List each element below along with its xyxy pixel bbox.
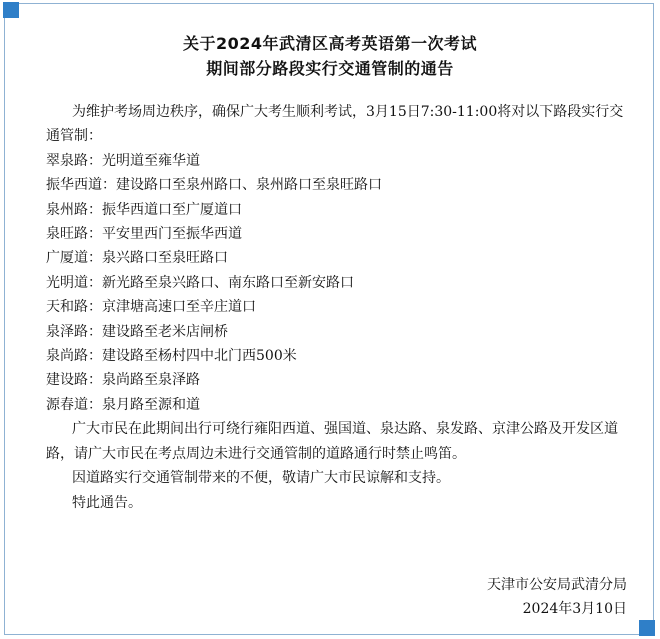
route-item: 天和路：京津塘高速口至辛庄道口	[46, 299, 256, 316]
route-item: 光明道：新光路至泉兴路口、南东路口至新安路口	[46, 274, 354, 291]
intro-paragraph: 为维护考场周边秩序，确保广大考生顺利考试，3月15日7:30-11:00将对以下路段实行交通管制：	[46, 104, 624, 145]
route-item: 泉旺路：平安里西门至振华西道	[46, 226, 242, 243]
route-item: 源春道：泉月路至源和道	[46, 396, 200, 413]
route-item: 振华西道：建设路口至泉州路口、泉州路口至泉旺路口	[46, 177, 382, 194]
corner-accent-bottom-right	[639, 620, 655, 636]
route-item: 广厦道：泉兴路口至泉旺路口	[46, 250, 228, 267]
detour-advice-paragraph: 广大市民在此期间出行可绕行雍阳西道、强国道、泉达路、泉发路、京津公路及开发区道路，请广大市民在考点周边未进行交通管制的道路通行时禁止鸣笛。	[46, 421, 618, 462]
corner-accent-top-left	[3, 2, 19, 18]
route-item: 泉尚路：建设路至杨村四中北门西500米	[46, 348, 297, 365]
route-item: 建设路：泉尚路至泉泽路	[46, 372, 200, 389]
closing-paragraph: 特此通告。	[72, 494, 142, 511]
route-item: 泉泽路：建设路至老米店闸桥	[46, 323, 228, 340]
notice-title-line-1: 关于2024年武清区高考英语第一次考试	[182, 34, 478, 53]
notice-body	[46, 100, 632, 515]
route-item: 翠泉路：光明道至雍华道	[46, 152, 200, 169]
route-item: 泉州路：振华西道口至广厦道口	[46, 201, 242, 218]
issue-date: 2024年3月10日	[522, 601, 627, 617]
issuer-signature: 天津市公安局武清分局	[487, 577, 627, 593]
notice-title-line-2: 期间部分路段实行交通管制的通告	[206, 59, 454, 78]
apology-paragraph: 因道路实行交通管制带来的不便，敬请广大市民谅解和支持。	[72, 470, 450, 487]
